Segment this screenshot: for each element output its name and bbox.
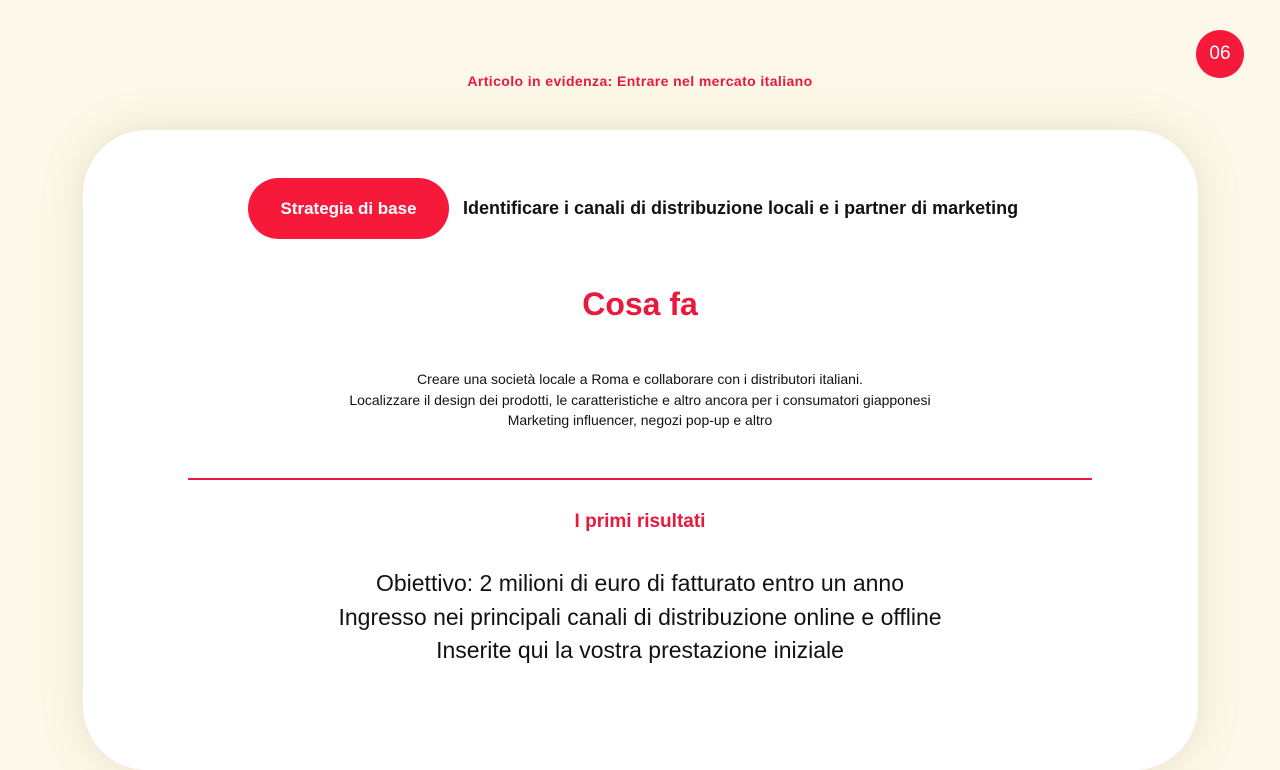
article-header-title: Articolo in evidenza: Entrare nel mercato italiano (467, 73, 813, 89)
description-line: Creare una società locale a Roma e collaborare con i distributori italiani. (417, 371, 863, 387)
result-line: Ingresso nei principali canali di distribuzione online e offline (338, 603, 942, 630)
results-title: I primi risultati (574, 511, 706, 532)
strategy-row (248, 178, 1018, 239)
description-line: Marketing influencer, negozi pop-up e altro (507, 412, 773, 428)
result-line: Inserite qui la vostra prestazione iniziale (436, 637, 844, 663)
strategy-label-pill: Strategia di base (248, 178, 449, 239)
description-line: Localizzare il design dei prodotti, le caratteristiche e altro ancora per i consumatori giapponesi (349, 391, 931, 408)
page-number-badge: 06 (1196, 30, 1244, 78)
section-divider (188, 478, 1092, 480)
result-line: Obiettivo: 2 milioni di euro di fatturato entro un anno (375, 570, 905, 596)
what-it-does-description (0, 369, 1280, 431)
results-list (0, 567, 1280, 668)
section-title-what-it-does: Cosa fa (582, 286, 698, 322)
strategy-description: Identificare i canali di distribuzione locali e i partner di marketing (463, 198, 1019, 218)
